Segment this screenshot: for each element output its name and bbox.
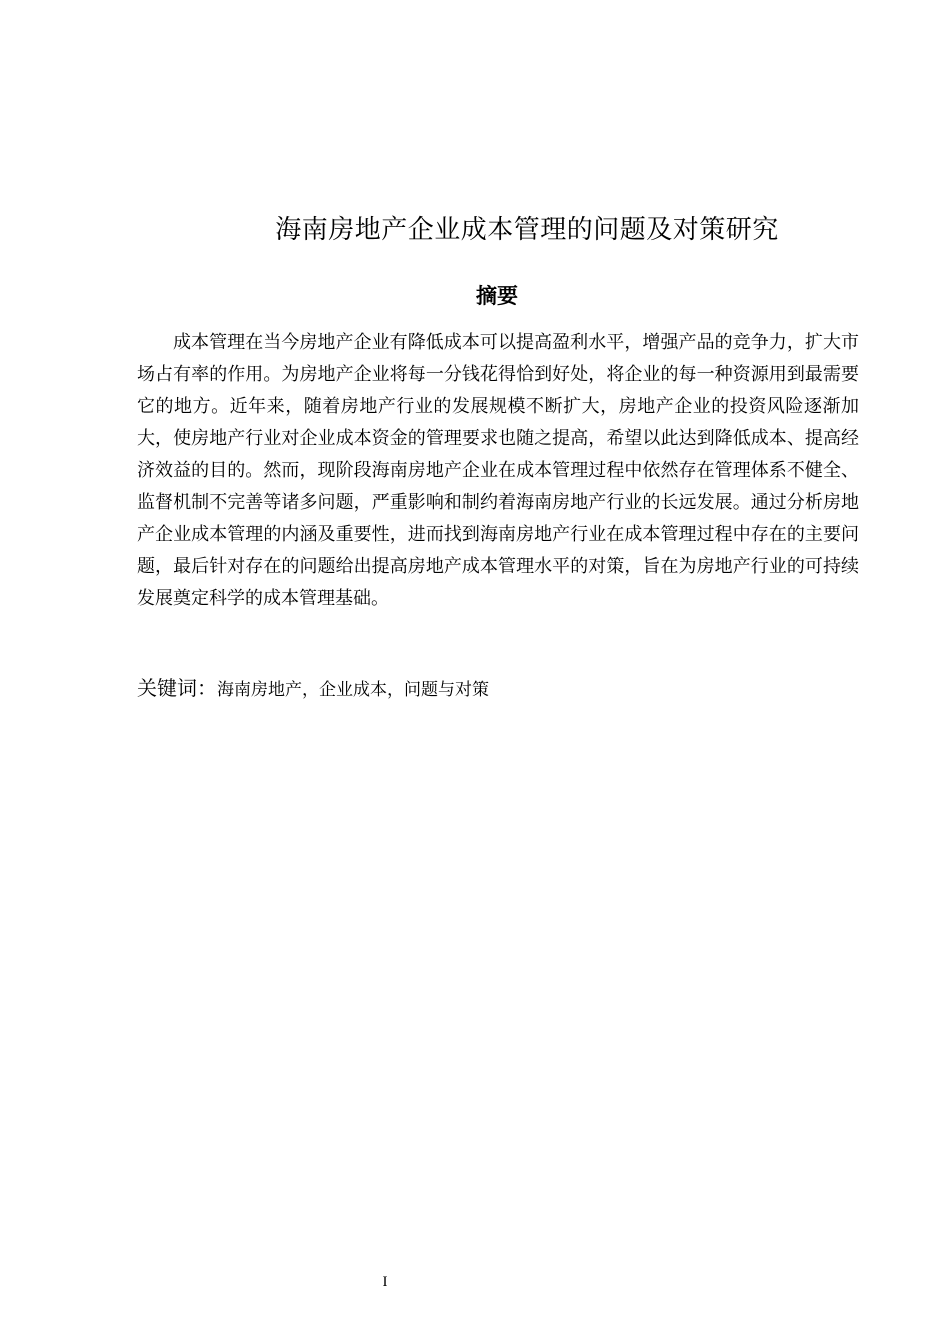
abstract-body: 成本管理在当今房地产企业有降低成本可以提高盈利水平，增强产品的竞争力，扩大市场占有率的作用。为房地产企业将每一分钱花得恰到好处，将企业的每一种资源用到最需要它的地方。近年来，随着房地产行业的发展规模不断扩大，房地产企业的投资风险逐渐加大，使房地产行业对企业成本资金的管理要求也随之提高，希望以此达到降低成本、提高经济效益的目的。然而，现阶段海南房地产企业在成本管理过程中依然存在管理体系不健全、监督机制不完善等诸多问题，严重影响和制约着海南房地产行业的长远发展。通过分析房地产企业成本管理的内涵及重要性，进而找到海南房地产行业在成本管理过程中存在的主要问题，最后针对存在的问题给出提高房地产成本管理水平的对策，旨在为房地产行业的可持续发展奠定科学的成本管理基础。 xyxy=(137,332,859,609)
paper-title: 海南房地产企业成本管理的问题及对策研究 xyxy=(275,215,779,245)
abstract-heading: 摘要 xyxy=(476,284,518,308)
keywords-line xyxy=(137,673,859,706)
keywords-text: 海南房地产，企业成本，问题与对策 xyxy=(217,680,489,700)
page-number: I xyxy=(382,1274,388,1290)
keywords-label: 关键词： xyxy=(137,676,217,700)
